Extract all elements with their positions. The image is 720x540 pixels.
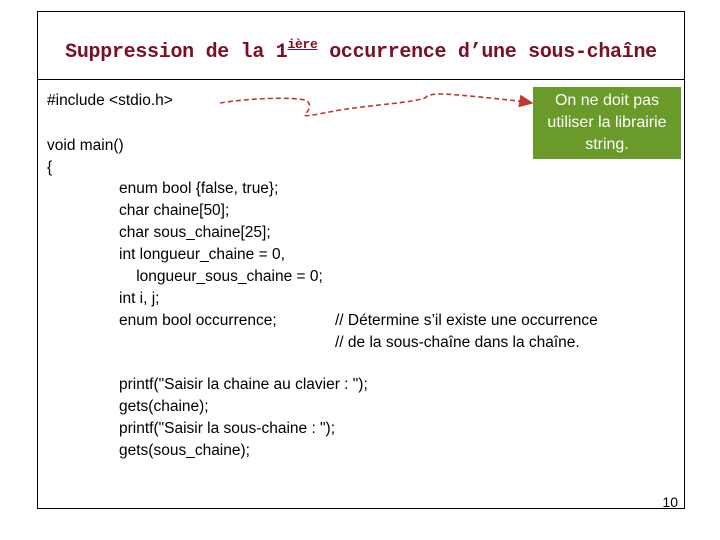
comment-line: // Détermine s’il existe une occurrence — [335, 312, 598, 329]
page-number: 10 — [662, 494, 678, 510]
decl-line: longueur_sous_chaine = 0; — [119, 268, 323, 285]
decl-line: enum bool {false, true}; — [119, 180, 279, 197]
main-signature: void main() — [47, 137, 124, 154]
io-line: gets(chaine); — [119, 398, 209, 415]
io-line: printf("Saisir la sous-chaine : "); — [119, 420, 336, 437]
decl-line: char chaine[50]; — [119, 202, 230, 219]
note-text: On ne doit pas utiliser la librairie string. — [547, 92, 667, 153]
decl-line: int i, j; — [119, 290, 160, 307]
comment-line: // de la sous-chaîne dans la chaîne. — [335, 334, 580, 351]
decl-line: enum bool occurrence; — [119, 312, 277, 329]
include-line: #include <stdio.h> — [47, 92, 173, 109]
io-line: printf("Saisir la chaine au clavier : "); — [119, 376, 368, 393]
io-line: gets(sous_chaine); — [119, 442, 250, 459]
decl-line: int longueur_chaine = 0, — [119, 246, 285, 263]
title-main: Suppression de la 1 — [65, 40, 288, 64]
decl-line: char sous_chaine[25]; — [119, 224, 271, 241]
open-brace: { — [47, 159, 53, 176]
title-superscript: ière — [287, 36, 318, 52]
note-box — [533, 87, 681, 159]
title-rest: occurrence d’une sous-chaîne — [317, 40, 657, 64]
